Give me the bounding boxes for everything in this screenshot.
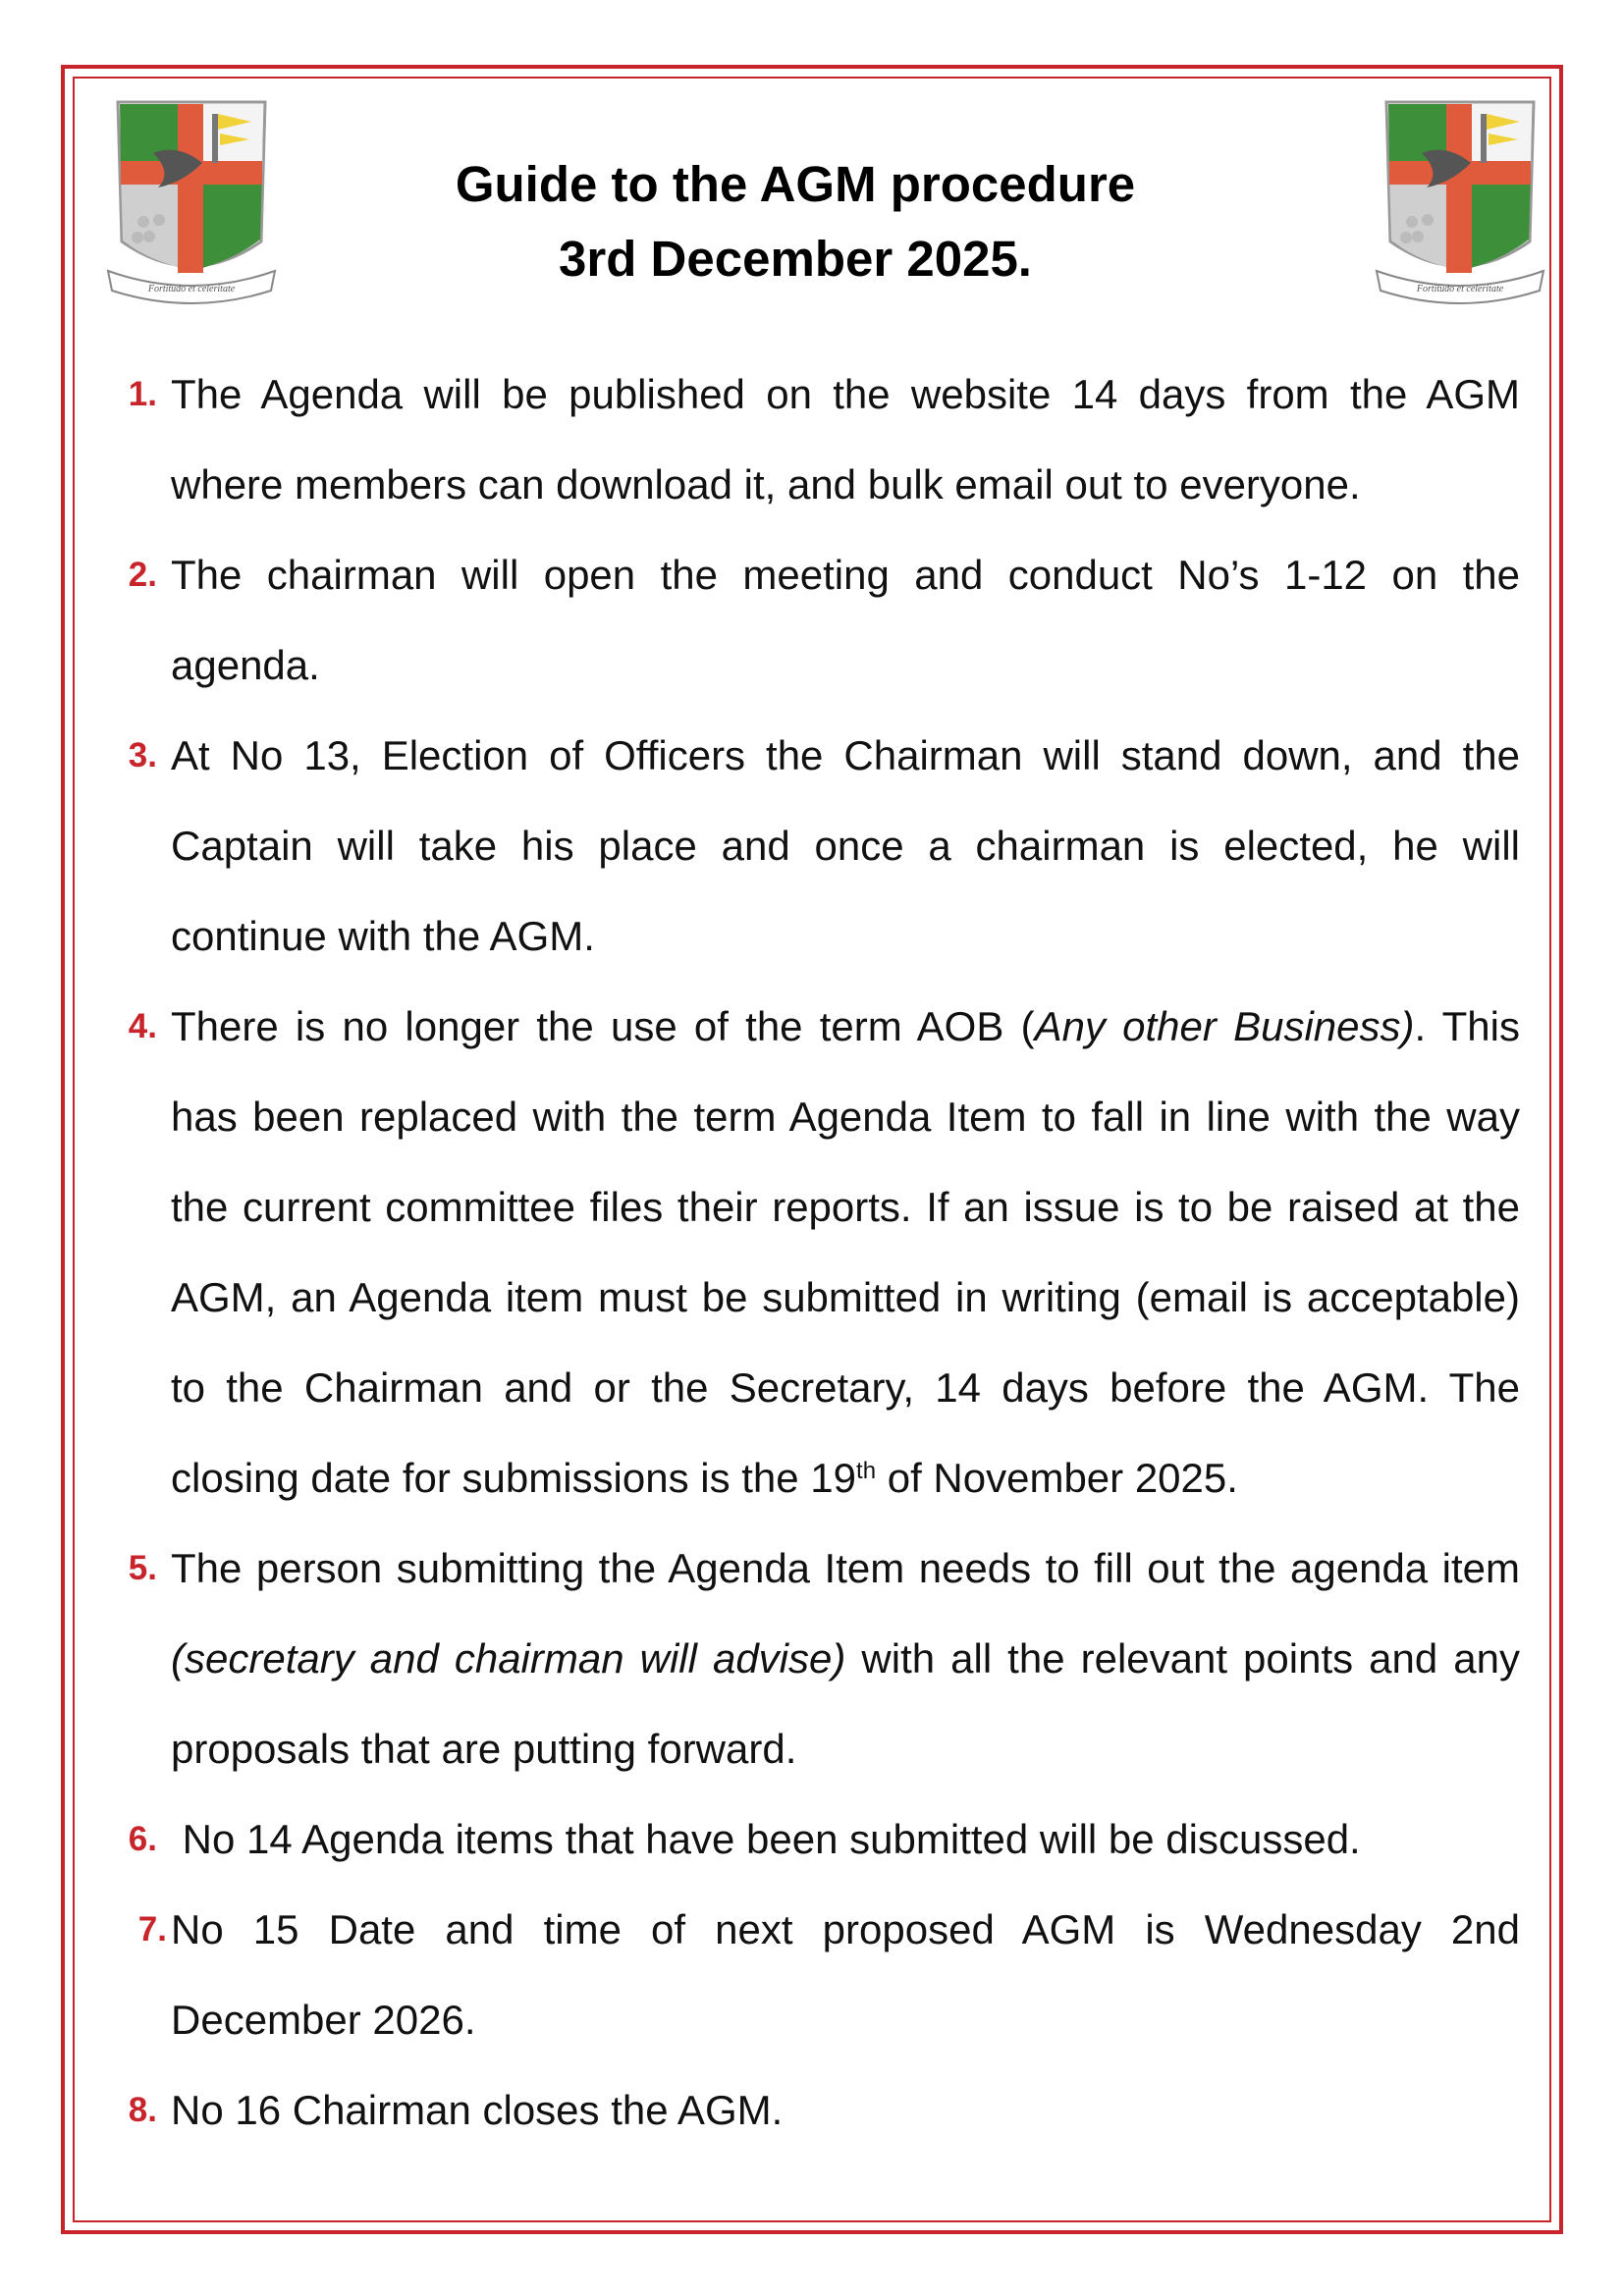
- crest-motto: Fortitudo et celeritate: [1416, 284, 1504, 294]
- item-number: 2.: [128, 556, 157, 594]
- item-text: No 16 Chairman closes the AGM.: [171, 2087, 784, 2133]
- list-item: [106, 982, 1520, 1523]
- page-title: [324, 147, 1267, 296]
- title-line-2: 3rd December 2025.: [559, 231, 1032, 287]
- list-item: [106, 1523, 1520, 1794]
- item-text: There is no longer the use of the term AOB (Any other Business). This has been replaced with the term Agenda Item to fall in line with the way the current committee files their reports. If an issue is to be raised at the AGM, an Agenda item must be submitted in writing (email is acceptable) to the Chairman and or the Secretary, 14 days before the AGM. The closing date for submissions is the 19th of November 2025.: [171, 1003, 1520, 1501]
- item-text: No 14 Agenda items that have been submitted will be discussed.: [171, 1816, 1361, 1862]
- item-number: 5.: [128, 1549, 157, 1587]
- item-text: No 15 Date and time of next proposed AGM is Wednesday 2nd December 2026.: [171, 1906, 1520, 2043]
- item-text: The Agenda will be published on the website 14 days from the AGM where members can download it, and bulk email out to everyone.: [171, 371, 1520, 507]
- item-number: 8.: [128, 2091, 157, 2129]
- item-number: 1.: [128, 375, 157, 413]
- title-line-1: Guide to the AGM procedure: [455, 156, 1136, 212]
- item-text: The chairman will open the meeting and conduct No’s 1-12 on the agenda.: [171, 552, 1520, 688]
- item-number: 7.: [137, 1910, 167, 1949]
- list-item: [106, 1885, 1520, 2065]
- list-item: [106, 2065, 1520, 2156]
- procedure-list: [106, 349, 1520, 2156]
- list-item: [106, 711, 1520, 982]
- club-crest-icon: [1373, 94, 1547, 310]
- item-number: 4.: [128, 1007, 157, 1045]
- club-crest-icon: [104, 94, 279, 310]
- list-item: [106, 349, 1520, 530]
- item-text: The person submitting the Agenda Item needs to fill out the agenda item (secretary and chairman will advise) with all the relevant points and any proposals that are putting forward.: [171, 1545, 1520, 1772]
- crest-motto: Fortitudo et celeritate: [147, 284, 236, 294]
- list-item: [106, 1794, 1520, 1885]
- item-number: 6.: [128, 1820, 157, 1858]
- item-text: At No 13, Election of Officers the Chairman will stand down, and the Captain will take his place and once a chairman is elected, he will continue with the AGM.: [171, 732, 1520, 959]
- item-number: 3.: [128, 736, 157, 774]
- list-item: [106, 530, 1520, 711]
